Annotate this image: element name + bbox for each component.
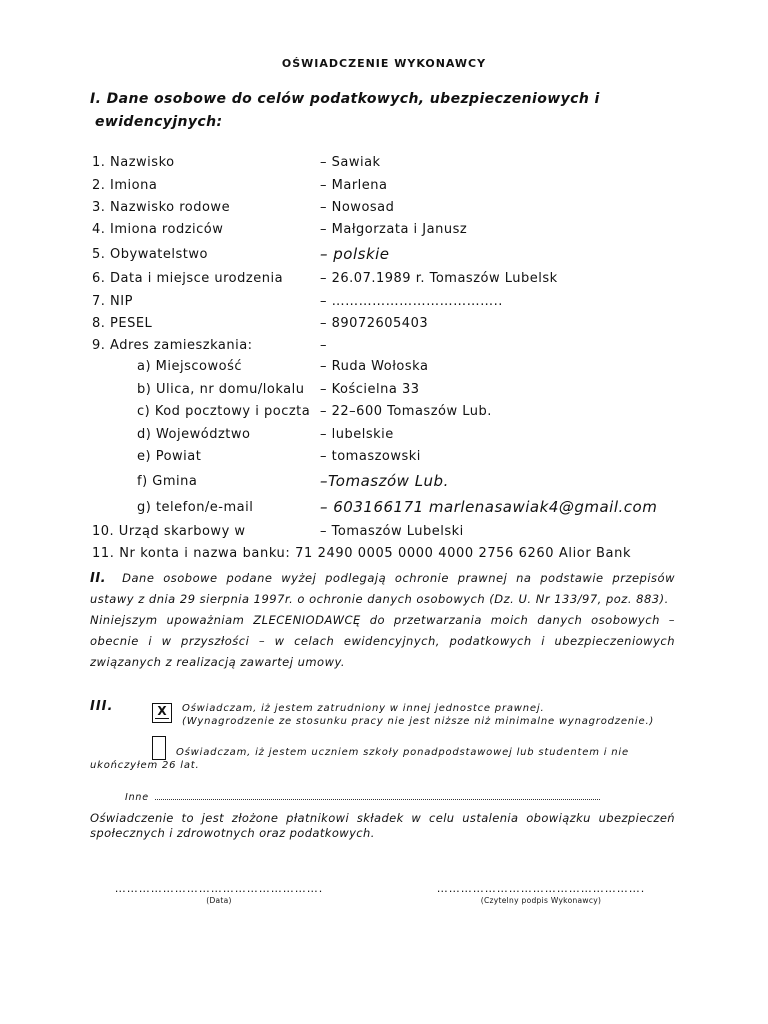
- field-value: –: [320, 338, 327, 353]
- field-label: c) Kod pocztowy i poczta: [137, 404, 311, 419]
- field-value: – Tomaszów Lubelski: [320, 524, 464, 539]
- field-row-bank-account: 11. Nr konta i nazwa banku: 71 2490 0005 0000 4000 2756 6260 Alior Bank: [92, 546, 632, 561]
- field-label: 3. Nazwisko rodowe: [92, 200, 231, 215]
- section-1-heading: [90, 88, 690, 134]
- section-2: [90, 568, 675, 673]
- field-value: –Tomaszów Lub.: [320, 472, 449, 490]
- field-label: b) Ulica, nr domu/lokalu: [137, 382, 305, 397]
- final-statement: Oświadczenie to jest złożone płatnikowi składek w celu ustalenia obowiązku ubezpieczeń społecznych i zdrowotnych oraz podatkowych.: [90, 811, 675, 840]
- field-label: e) Powiat: [137, 449, 202, 464]
- field-label: 4. Imiona rodziców: [92, 222, 224, 237]
- field-value: – ………………………………..: [320, 294, 503, 309]
- section-3-number: III.: [90, 699, 114, 714]
- field-value: – 89072605403: [320, 316, 429, 331]
- check-mark: X: [155, 704, 169, 719]
- field-value: – Kościelna 33: [320, 382, 420, 397]
- section-2-text1: Dane osobowe podane wyżej podlegają ochronie prawnej na podstawie przepisów ustawy z dnia 29 sierpnia 1997r. o ochronie danych osobowych (Dz. U. Nr 133/97, poz. 883).: [90, 571, 675, 606]
- field-value: – Sawiak: [320, 155, 381, 170]
- field-label: 2. Imiona: [92, 178, 158, 193]
- student-checkbox[interactable]: [152, 736, 166, 760]
- section-1-heading-line2: ewidencyjnych:: [95, 114, 223, 130]
- option-student-line2: ukończyłem 26 lat.: [90, 760, 200, 771]
- field-value: – Marlena: [320, 178, 388, 193]
- section-2-number: II.: [90, 571, 107, 586]
- field-label: g) telefon/e-mail: [137, 500, 254, 515]
- field-label: 8. PESEL: [92, 316, 153, 331]
- field-label: 7. NIP: [92, 294, 133, 309]
- date-caption: (Data): [206, 896, 232, 905]
- field-label: a) Miejscowość: [137, 359, 242, 374]
- field-value: – Ruda Wołoska: [320, 359, 429, 374]
- date-signature-block: [108, 882, 330, 905]
- field-value: – Nowosad: [320, 200, 395, 215]
- other-input-line[interactable]: [155, 790, 600, 800]
- contractor-signature-block: [430, 882, 652, 905]
- field-value: – polskie: [320, 245, 390, 263]
- field-value: – 22–600 Tomaszów Lub.: [320, 404, 492, 419]
- date-line[interactable]: …………………………………………….: [114, 882, 324, 895]
- field-label: 5. Obywatelstwo: [92, 247, 208, 262]
- option-employed-line1: Oświadczam, iż jestem zatrudniony w innej jednostce prawnej.: [182, 703, 545, 714]
- other-label: Inne: [125, 792, 149, 803]
- option-student-line1: Oświadczam, iż jestem uczniem szkoły ponadpodstawowej lub studentem i nie: [176, 747, 629, 758]
- other-field: [125, 790, 600, 803]
- field-label: d) Województwo: [137, 427, 251, 442]
- field-value: – tomaszowski: [320, 449, 421, 464]
- document-title: OŚWIADCZENIE WYKONAWCY: [281, 57, 487, 70]
- field-label: 1. Nazwisko: [92, 155, 175, 170]
- employed-checkbox[interactable]: [152, 703, 172, 723]
- signature-caption: (Czytelny podpis Wykonawcy): [480, 896, 602, 905]
- section-1-heading-line1: I. Dane osobowe do celów podatkowych, ubezpieczeniowych i: [90, 91, 600, 107]
- signature-line[interactable]: …………………………………………….: [436, 882, 646, 895]
- field-value: – 603166171 marlenasawiak4@gmail.com: [320, 498, 658, 516]
- field-label: 9. Adres zamieszkania:: [92, 338, 253, 353]
- field-value: – 26.07.1989 r. Tomaszów Lubelsk: [320, 271, 558, 286]
- option-employed-text: [182, 702, 654, 728]
- section-2-text2: Niniejszym upoważniam ZLECENIODAWCĘ do przetwarzania moich danych osobowych – obecnie i w przyszłości – w celach ewidencyjnych, podatkowych i ubezpieczeniowych związanych z realizacją zawartej umowy.: [90, 613, 675, 669]
- option-employed-line2: (Wynagrodzenie ze stosunku pracy nie jest niższe niż minimalne wynagrodzenie.): [182, 716, 655, 727]
- field-value: – Małgorzata i Janusz: [320, 222, 468, 237]
- field-value: – lubelskie: [320, 427, 394, 442]
- field-label: 6. Data i miejsce urodzenia: [92, 271, 284, 286]
- field-label: 10. Urząd skarbowy w: [92, 524, 246, 539]
- field-label: f) Gmina: [137, 474, 198, 489]
